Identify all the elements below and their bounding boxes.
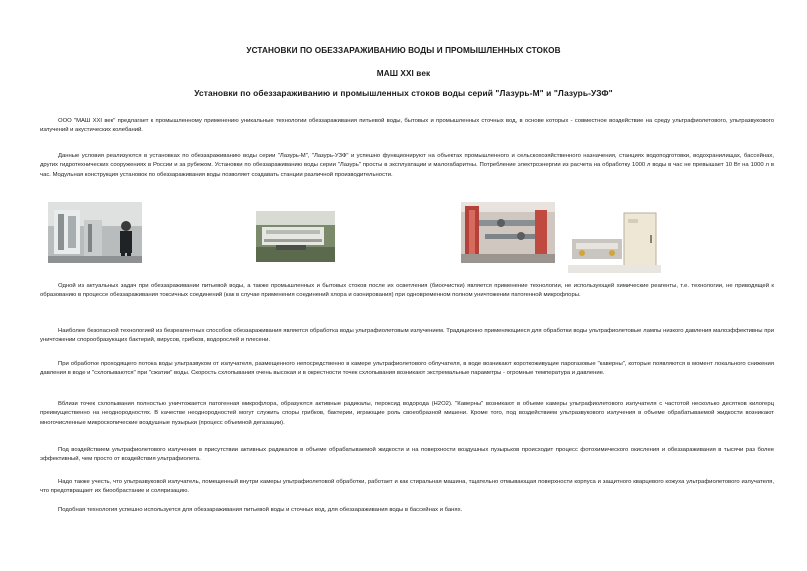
photo-installation-room <box>48 202 142 263</box>
photo-outdoor-units <box>256 211 335 262</box>
paragraph-text: Подобная технология успешно используется для обеззараживания питьевой воды и сточных вод, для обеззараживания воды в бассейнах и банях. <box>58 507 463 513</box>
paragraph-ultrasound <box>40 360 774 379</box>
document-title: УСТАНОВКИ ПО ОБЕЗЗАРАЖИВАНИЮ ВОДЫ И ПРОМЫШЛЕННЫХ СТОКОВ <box>246 46 561 55</box>
paragraph-task <box>40 282 774 301</box>
paragraph-cleaning <box>40 478 774 497</box>
paragraph-text: Вблизи точек схлопывания полностью уничтожается патогенная микрофлора, образуются активные радикалы, пероксид водорода (H2O2). "Каверны" возникают в объеме камеры ультрафиолетового излучателя с частотой несколько десятков килогерц преимущественно на неоднородностях. В качестве неоднородностей могут служить споры грибков, бактерии, играющие роль своеобразной мишени. Кроме того, под воздействием ультразвукового излучения в объеме обрабатываемой жидкости возникают многочисленные микроскопические воздушные пузырьки (процесс объемной дегазации). <box>40 401 774 426</box>
paragraph-photochemical <box>40 446 774 465</box>
paragraph-text: Под воздействием ультрафиолетового излучения в присутствии активных радикалов в объеме обрабатываемой жидкости и на поверхности воздушных пузырьков происходит процесс фотохимического окисления и обеззараживания в тысячи раз более эффективный, чем просто от воздействия ультрафиолета. <box>40 447 774 463</box>
paragraph-cavitation <box>40 400 774 428</box>
paragraph-text: Одной из актуальных задач при обеззараживании питьевой воды, а также промышленных и бытовых стоков после их осветления (биоочистки) является применение технологии, не использующей химические реагенты, т.е. технологии, не приводящей к образованию в процессе обеззараживания токсичных соединений (как в случае применения соединений хлора и озонирования) при одновременном полном уничтожении патогенной микрофлоры. <box>40 283 774 299</box>
paragraph-usage <box>40 506 774 515</box>
paragraph-text: Данные условия реализуются в установках по обеззараживанию воды серии "Лазурь-М", "Лазурь-УЗФ" и успешно функционируют на объектах промышленного и сельскохозяйственного назначения, станциях водоподготовки, водохранилищах, бассейнах, других гидротехнических сооружениях в России и за рубежом. Установки по обеззараживанию воды серии "Лазурь" просты в эксплуатации и малогабаритны. Потребление электроэнергии из расчета на обработку 1000 л воды в час не превышает 10 Вт на 1000 л в час. Модульная конструкция установок по обеззараживания воды позволяет создавать станции различной производительности. <box>40 153 774 178</box>
company-name: МАШ XXI век <box>376 69 431 78</box>
paragraph-intro <box>40 117 774 136</box>
photo-pipework <box>461 202 555 263</box>
paragraph-installations <box>40 152 774 180</box>
document-subtitle: Установки по обеззараживанию и промышленных стоков воды серий "Лазурь-М" и "Лазурь-УЗФ" <box>194 88 613 98</box>
paragraph-text: Надо также учесть, что ультразвуковой излучатель, помещенный внутри камеры ультрафиолетовой обработки, работает и как стиральная машина, тщательно отмывающая поверхности корпуса и защитного кварцевого кожуха ультрафиолетового излучателя, что предотвращает их биообрастание и соляризацию. <box>40 479 774 495</box>
paragraph-text: Наиболее безопасной технологией из безреагентных способов обеззараживания является обработка воды ультрафиолетовым излучением. Традиционно применяющиеся для обработки воды ультрафиолетовые лампы низкого давления малоэффективны при уничтожении спорообразующих бактерий, вирусов, грибков, водорослей и плесени. <box>40 328 774 344</box>
paragraph-text: При обработке проходящего потока воды ультразвуком от излучателя, размещенного непосредственно в камере ультрафиолетового облучателя, в воде возникают короткоживущие парогазовые "каверны", которые появляются в момент локального снижения давления в воде и "схлопываются" при "сжатии" воды. Скорость схлопывания очень высокая и в окрестности точек схлопывания возникают экстремальные параметры - огромные температура и давление. <box>40 361 774 377</box>
paragraph-text: ООО "МАШ XXI век" предлагает к промышленному применению уникальные технологии обеззараживания питьевой воды, бытовых и промышленных сточных вод, в основе которых - совместное воздействие на среду ультрафиолетового, ультразвукового излучений и акустических колебаний. <box>40 118 774 134</box>
paragraph-uv-treatment <box>40 327 774 346</box>
photo-control-cabinet <box>568 209 661 273</box>
